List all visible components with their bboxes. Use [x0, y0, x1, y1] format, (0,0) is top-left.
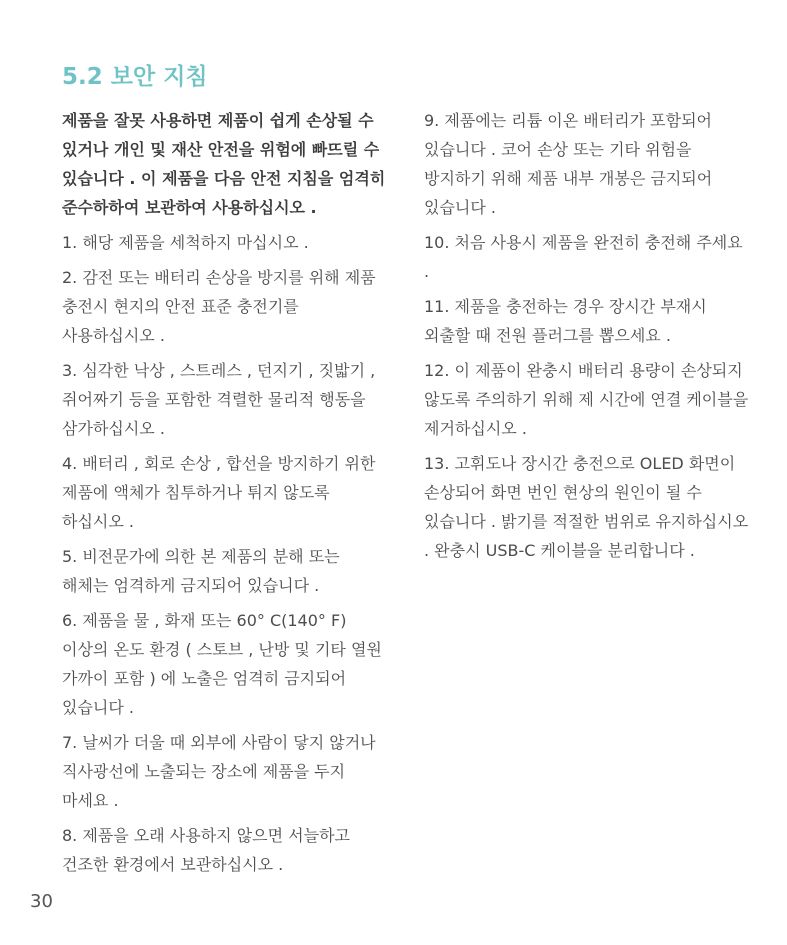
safety-item-11: 11. 제품을 충전하는 경우 장시간 부재시 외출할 때 전원 플러그를 뽑으세요 . [424, 297, 707, 345]
left-column [62, 106, 387, 885]
safety-item-2: 2. 감전 또는 배터리 손상을 방지를 위해 제품 충전시 현지의 안전 표준 충전기를 사용하십시오 . [62, 268, 376, 345]
safety-item-13: 13. 고휘도나 장시간 충전으로 OLED 화면이 손상되어 화면 번인 현상의 원인이 될 수 있습니다 . 밝기를 적절한 범위로 유지하십시오 . 완충시 USB-C 케이블을 분리합니다 . [424, 454, 749, 560]
safety-item-7: 7. 날씨가 더울 때 외부에 사람이 닿지 않거나 직사광선에 노출되는 장소에 제품을 두지 마세요 . [62, 733, 376, 810]
safety-item-8: 8. 제품을 오래 사용하지 않으면 서늘하고 건조한 환경에서 보관하십시오 . [62, 826, 350, 874]
safety-item-3: 3. 심각한 낙상 , 스트레스 , 던지기 , 짓밟기 , 쥐어짜기 등을 포함한 격렬한 물리적 행동을 삼가하십시오 . [62, 361, 376, 438]
right-column [424, 106, 749, 571]
safety-item-6: 6. 제품을 물 , 화재 또는 60° C(140° F) 이상의 온도 환경 ( 스토브 , 난방 및 기타 열원 가까이 포함 ) 에 노출은 엄격히 금지되어 있습니다 . [62, 611, 382, 717]
section-title: 5.2 보안 지침 [62, 64, 208, 90]
safety-item-10: 10. 처음 사용시 제품을 완전히 충전해 주세요 . [424, 233, 743, 281]
page-number: 30 [30, 891, 53, 912]
intro-paragraph: 제품을 잘못 사용하면 제품이 쉽게 손상될 수 있거나 개인 및 재산 안전을 위험에 빠뜨릴 수 있습니다 . 이 제품을 다음 안전 지침을 엄격히 준수하하여 보관하여 사용하십시오 . [62, 111, 386, 217]
safety-item-1: 1. 해당 제품을 세척하지 마십시오 . [62, 233, 309, 252]
safety-item-12: 12. 이 제품이 완충시 배터리 용량이 손상되지 않도록 주의하기 위해 제 시간에 연결 케이블을 제거하십시오 . [424, 361, 749, 438]
safety-item-9: 9. 제품에는 리튬 이온 배터리가 포함되어 있습니다 . 코어 손상 또는 기타 위험을 방지하기 위해 제품 내부 개봉은 금지되어 있습니다 . [424, 111, 713, 217]
safety-item-4: 4. 배터리 , 회로 손상 , 합선을 방지하기 위한 제품에 액체가 침투하거나 튀지 않도록 하십시오 . [62, 454, 376, 531]
safety-item-5: 5. 비전문가에 의한 본 제품의 분해 또는 해체는 엄격하게 금지되어 있습니다 . [62, 547, 340, 595]
